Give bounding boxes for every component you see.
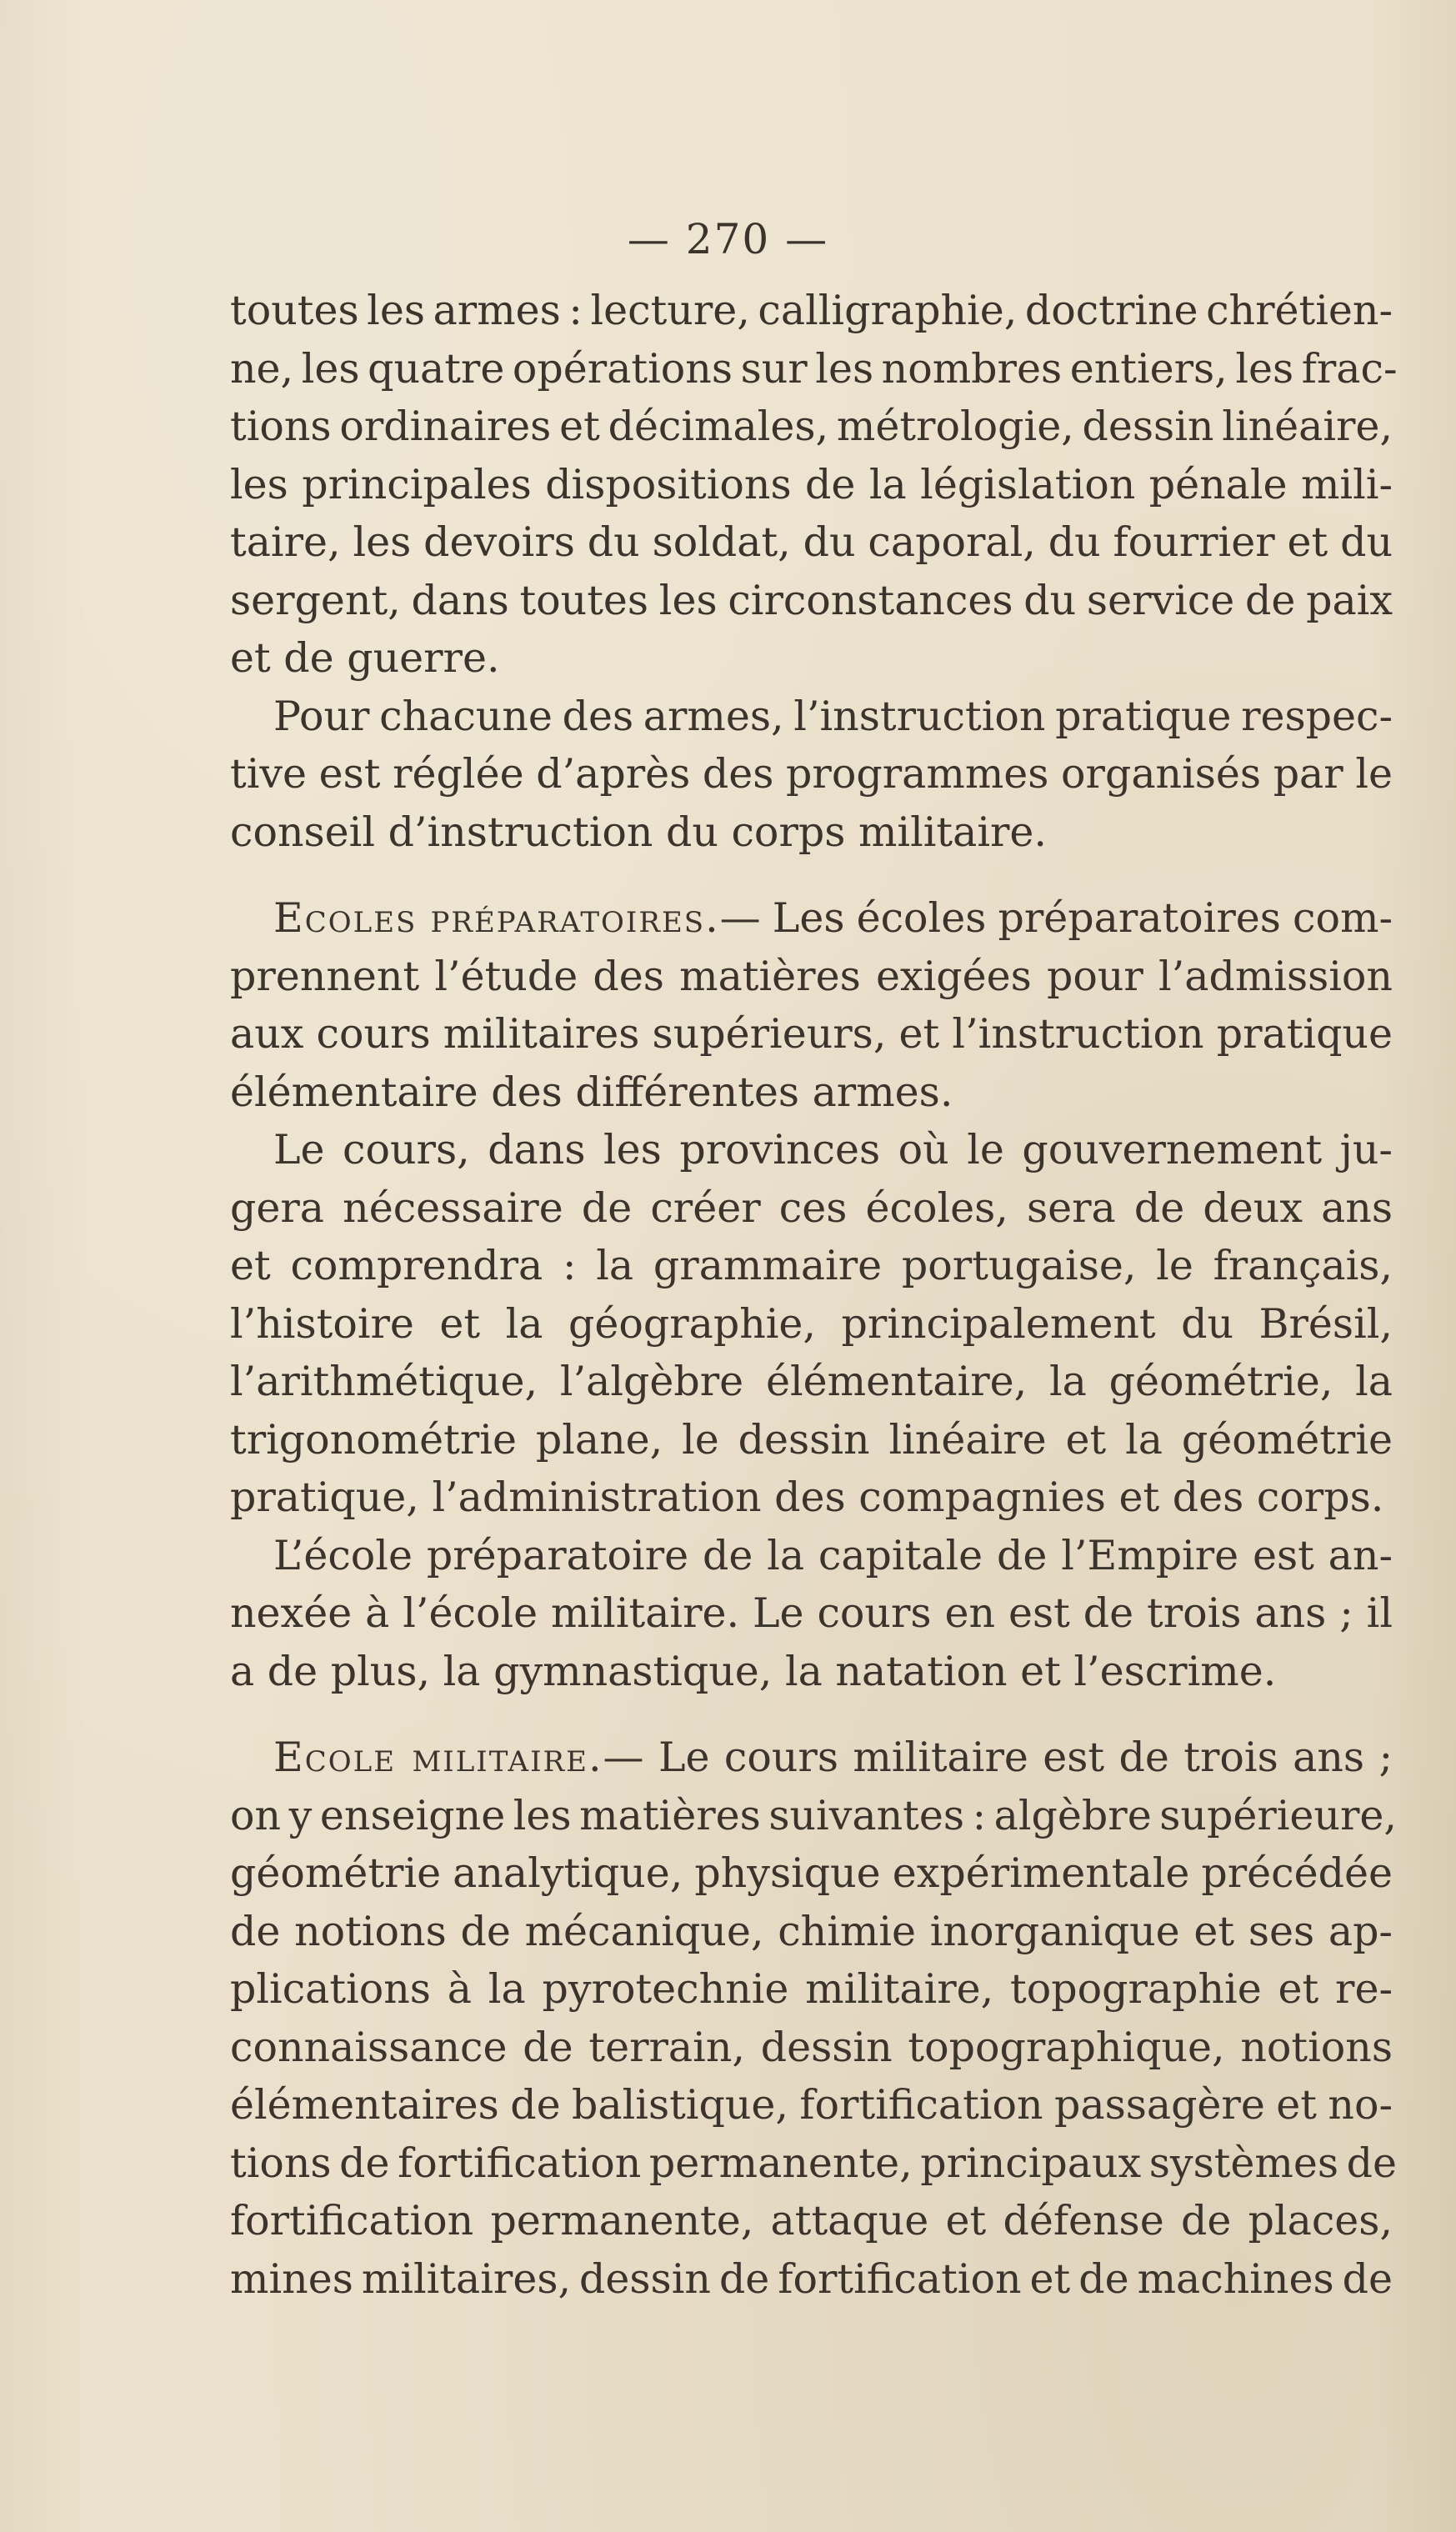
text-line: L’école préparatoire de la capitale de l’Empire est an- [273,1531,1393,1579]
text-line: tions ordinaires et décimales, métrologie, dessin linéaire, [230,403,1393,450]
text-line: tions de fortification permanente, principaux systèmes de [230,2139,1397,2187]
text-line: taire, les devoirs du soldat, du caporal, du fourrier et du [230,518,1393,566]
body-text [230,282,1398,2308]
text-line: trigonométrie plane, le dessin linéaire et la géométrie [230,1415,1393,1464]
text-line: et de guerre. [230,634,500,682]
text-line: fortification permanente, attaque et défense de places, [230,2197,1393,2244]
text-line: nexée à l’école militaire. Le cours en est de trois ans ; il [230,1589,1393,1637]
paragraph-capital-school [230,1527,1393,1701]
text-line: pratique, l’administration des compagnies et des corps. [230,1474,1384,1521]
paragraph-preparatory-schools [230,889,1393,1121]
section-heading: Ecole militaire. [273,1734,603,1781]
text-line: les principales dispositions de la législation pénale mili- [230,460,1393,508]
text-line: aux cours militaires supérieurs, et l’instruction pratique [230,1010,1393,1058]
text-line: ne, les quatre opérations sur les nombres entiers, les frac- [230,344,1398,393]
text-line: élémentaires de balistique, fortification passagère et no- [230,2081,1393,2129]
text-line: prennent l’étude des matières exigées pour l’admission [230,952,1393,1000]
section-heading-continuation: — Les écoles préparatoires com- [719,894,1393,942]
page-number: — 270 — [627,215,829,263]
text-line [230,1729,1393,1787]
text-line: conseil d’instruction du corps militaire. [230,808,1047,856]
text-line: gera nécessaire de créer ces écoles, sera de deux ans [230,1183,1393,1232]
section-heading-continuation: — Le cours militaire est de trois ans ; [603,1734,1393,1781]
text-line: Pour chacune des armes, l’instruction pratique respec- [273,692,1393,740]
paragraph-provincial-course [230,1121,1393,1527]
text-line: connaissance de terrain, dessin topographique, notions [230,2023,1393,2071]
text-line: et comprendra : la grammaire portugaise, le français, [230,1242,1393,1289]
text-line: a de plus, la gymnastique, la natation et l’escrime. [230,1647,1277,1695]
text-line: tive est réglée d’après des programmes organisés par le [230,750,1393,798]
paragraph-military-school [230,1729,1397,2308]
section-heading: Ecoles préparatoires. [273,894,720,942]
text-line: toutes les armes : lecture, calligraphie, doctrine chrétien- [230,287,1393,334]
paragraph-curriculum-list [230,282,1398,688]
text-line: l’histoire et la géographie, principalement du Brésil, [230,1299,1393,1348]
text-line: géométrie analytique, physique expérimentale précédée [230,1849,1393,1897]
text-line: l’arithmétique, l’algèbre élémentaire, la géométrie, la [230,1358,1393,1405]
paragraph-practical-instruction [230,688,1393,862]
text-line: sergent, dans toutes les circonstances du service de paix [230,576,1393,624]
text-line: plications à la pyrotechnie militaire, topographie et re- [230,1965,1393,2013]
text-line: on y enseigne les matières suivantes : algèbre supérieure, [230,1791,1397,1839]
text-line: de notions de mécanique, chimie inorganique et ses ap- [230,1907,1393,1955]
text-line [230,889,1393,948]
text-line: Le cours, dans les provinces où le gouvernement ju- [273,1126,1393,1173]
text-line: élémentaire des différentes armes. [230,1068,953,1116]
text-line: mines militaires, dessin de fortification et de machines de [230,2254,1393,2303]
